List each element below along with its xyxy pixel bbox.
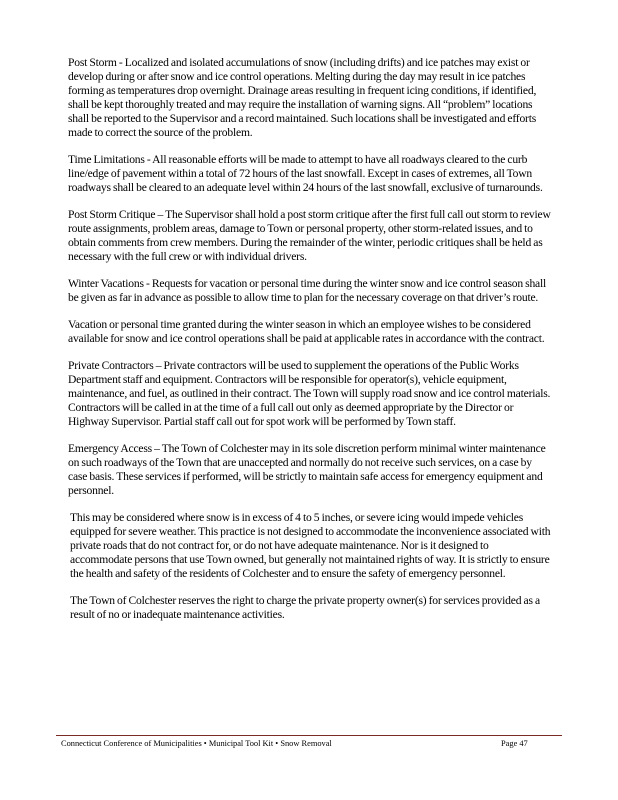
paragraph-time-limitations: Time Limitations - All reasonable efforts will be made to attempt to have all roadways cleared to the curb line/edge of pavement within a total of 72 hours of the last snowfall. Except in cases of extremes, all Town roadways shall be cleared to an adequate level within 24 hours of the last snowfall, exclusive of turnarounds.	[68, 153, 543, 194]
paragraph-snow-excess: This may be considered where snow is in excess of 4 to 5 inches, or severe icing would impede vehicles equipped for severe weather. This practice is not designed to accommodate the inconvenience associated with private roads that do not contract for, or do not have adequate maintenance. Nor is it designed to accommodate persons that use Town owned, but generally not maintained rights of way. It is strictly to ensure the health and safety of the residents of Colchester and to ensure the safety of emergency personnel.	[70, 511, 551, 580]
paragraph-post-storm-critique: Post Storm Critique – The Supervisor shall hold a post storm critique after the first full call out storm to review route assignments, problem areas, damage to Town or personal property, other storm-related issues, and to obtain comments from crew members. During the remainder of the winter, periodic critiques shall be held as necessary with the full crew or with individual drivers.	[68, 208, 551, 263]
footer-rule	[56, 735, 562, 736]
paragraph-private-contractors: Private Contractors – Private contractors will be used to supplement the operations of the Public Works Department staff and equipment. Contractors will be responsible for operator(s), vehicle equipment, maintenance, and fuel, as outlined in their contract. The Town will supply road snow and ice control materials. Contractors will be called in at the time of a full call out only as deemed appropriate by the Director or Highway Supervisor. Partial staff call out for spot work will be performed by Town staff.	[68, 359, 551, 428]
paragraph-winter-vacations: Winter Vacations - Requests for vacation or personal time during the winter snow and ice control season shall be given as far in advance as possible to allow time to plan for the necessary coverage on that driver’s route.	[68, 277, 547, 304]
document-body	[68, 56, 552, 635]
paragraph-charge-owners: The Town of Colchester reserves the right to charge the private property owner(s) for services provided as a result of no or inadequate maintenance activities.	[70, 594, 540, 621]
paragraph-post-storm: Post Storm - Localized and isolated accumulations of snow (including drifts) and ice patches may exist or develop during or after snow and ice control operations. Melting during the day may result in ice patches forming as temperatures drop overnight. Drainage areas resulting in frequent icing conditions, if identified, shall be kept thoroughly treated and may require the installation of warning signs. All “problem” locations shall be reported to the Supervisor and a record maintained. Such locations shall be investigated and efforts made to correct the source of the problem.	[68, 56, 537, 139]
paragraph-vacation-personal-time: Vacation or personal time granted during the winter season in which an employee wishes to be considered available for snow and ice control operations shall be paid at applicable rates in accordance with the contract.	[68, 318, 545, 345]
footer-text: Connecticut Conference of Municipalities • Municipal Tool Kit • Snow Removal	[61, 739, 332, 748]
paragraph-emergency-access: Emergency Access – The Town of Colchester may in its sole discretion perform minimal winter maintenance on such roadways of the Town that are unaccepted and normally do not receive such services, on a case by case basis. These services if performed, will be strictly to maintain safe access for emergency equipment and personnel.	[68, 442, 546, 497]
footer-page-number: Page 47	[501, 739, 528, 748]
